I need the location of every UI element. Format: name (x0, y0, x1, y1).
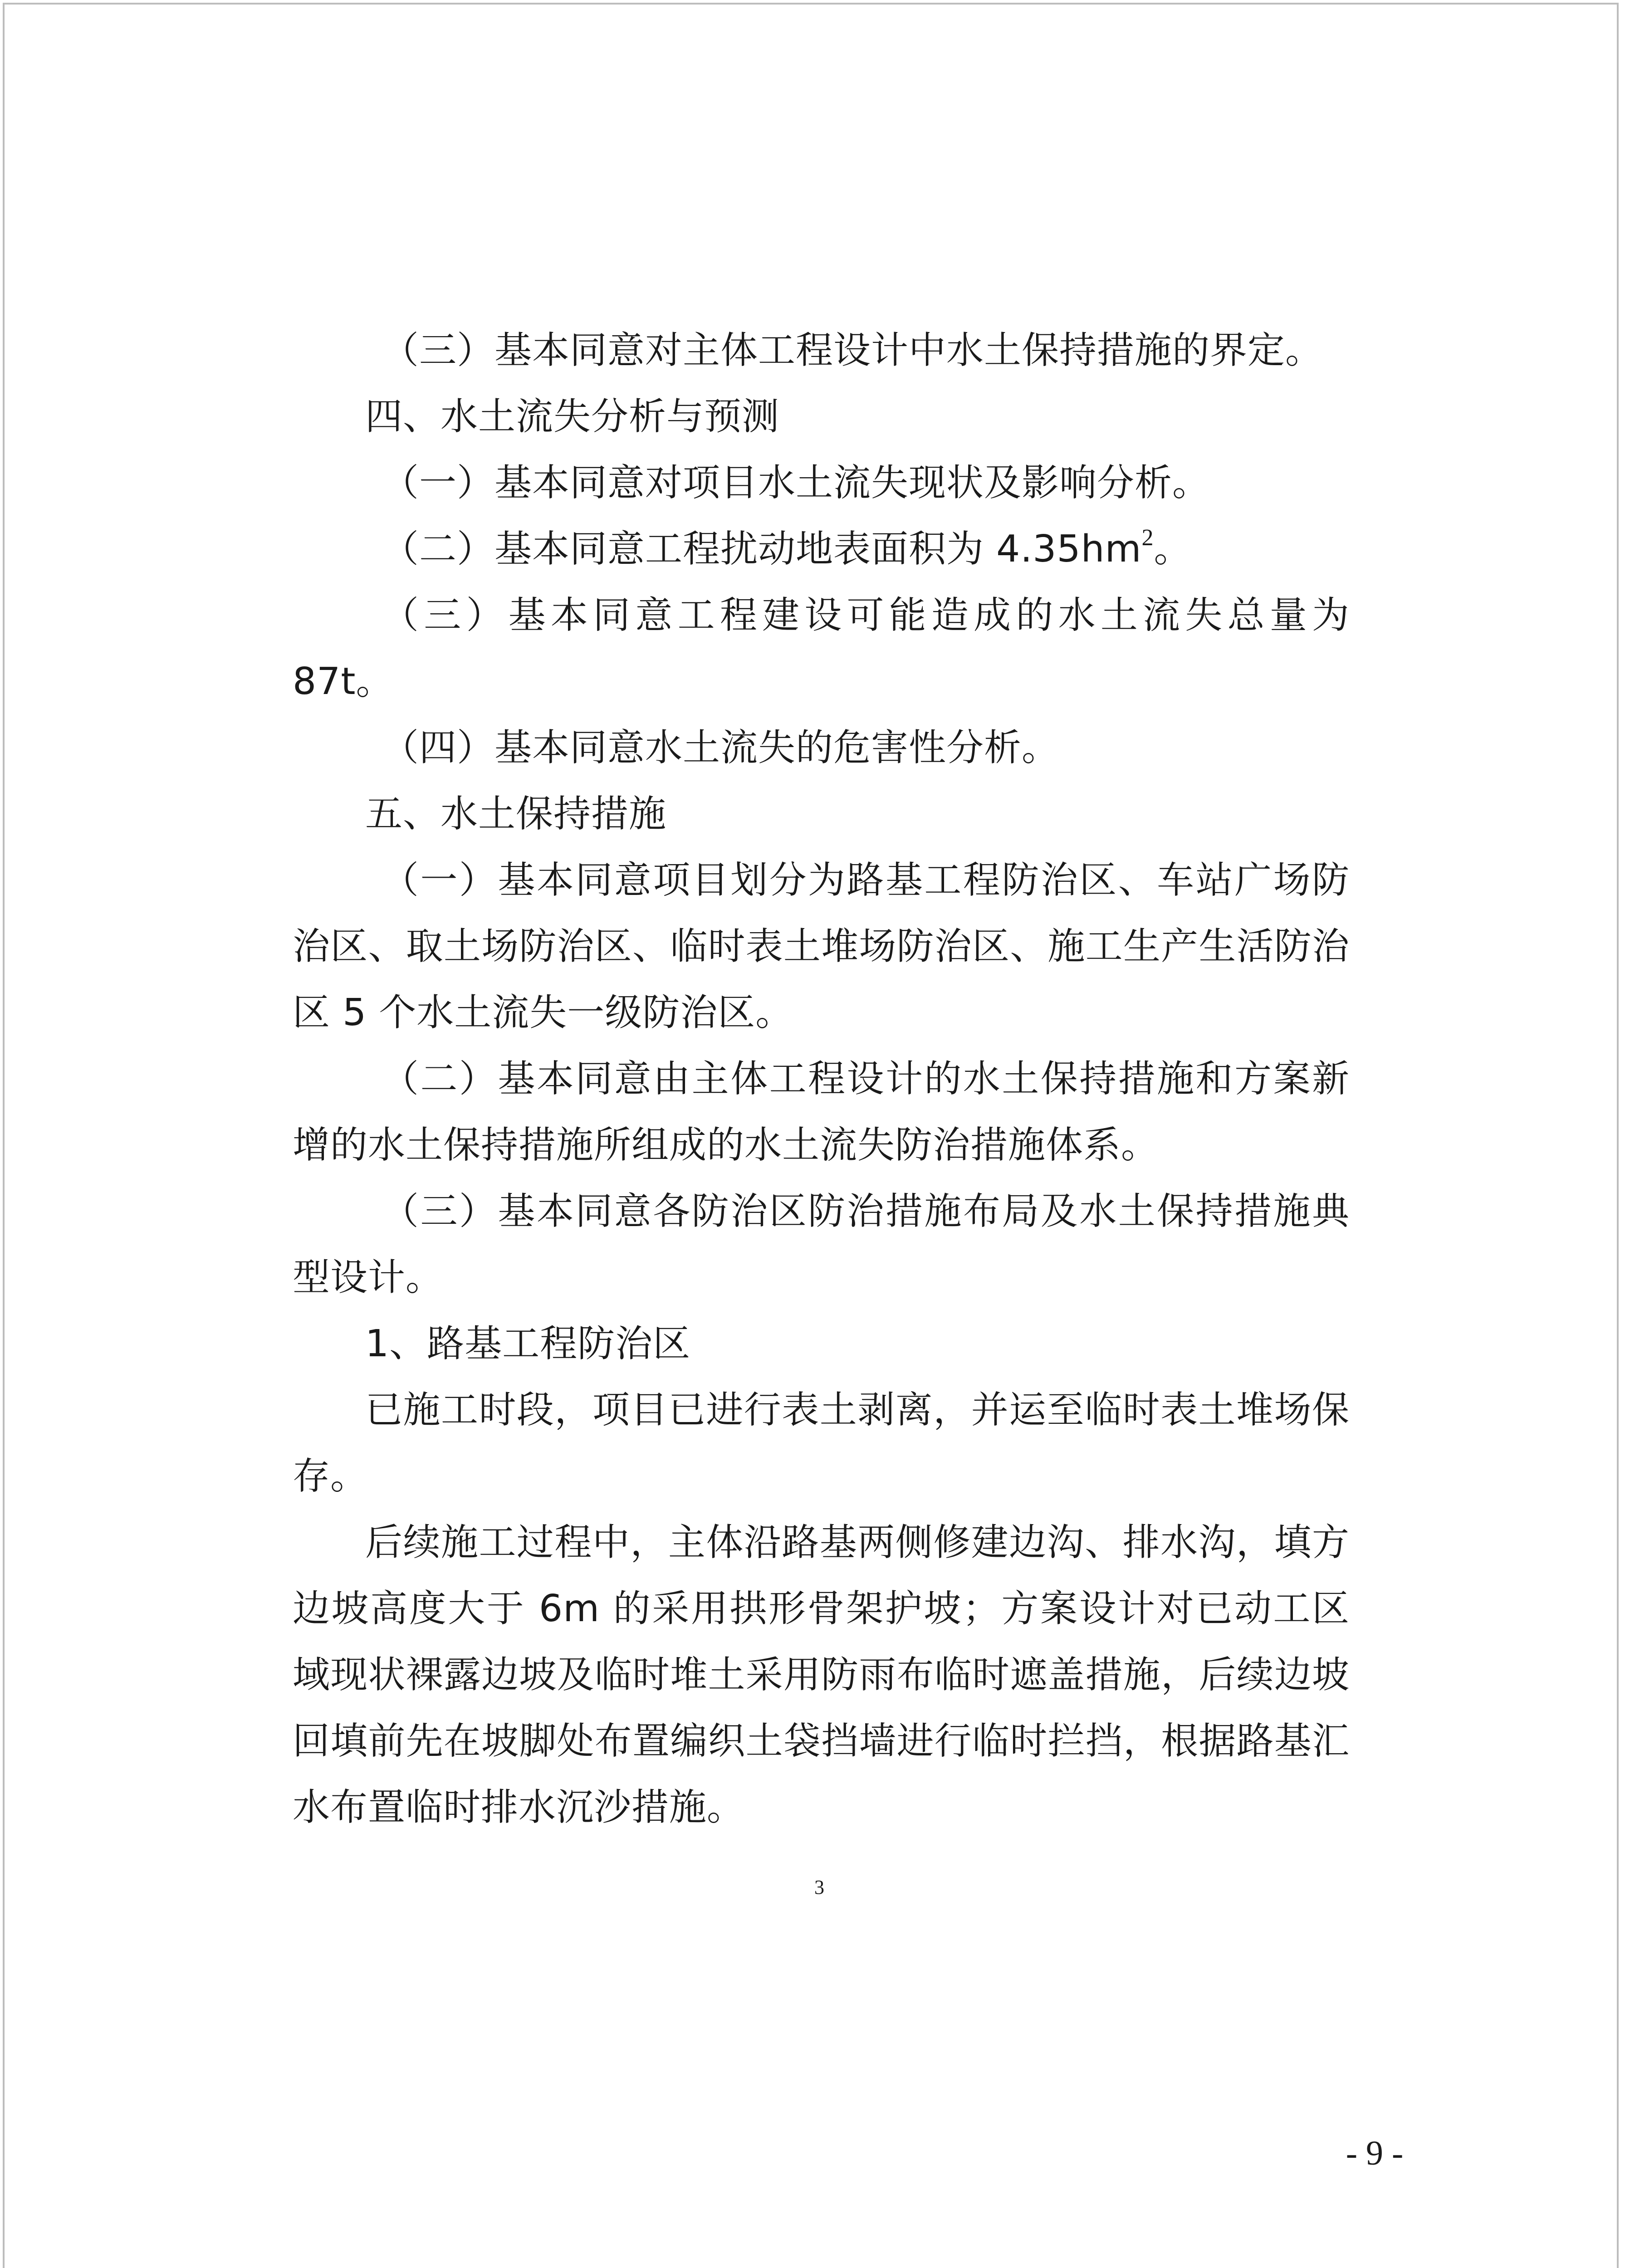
paragraph-text-tail: 。 (1154, 528, 1192, 571)
paragraph-text: （四）基本同意水土流失的危害性分析。 (382, 726, 1060, 769)
paragraph (293, 781, 1350, 847)
paragraph-text: （三）基本同意各防治区防治措施布局及水土保持措施典型设计。 (293, 1190, 1350, 1299)
paragraph (293, 1178, 1350, 1311)
paragraph-text: （二）基本同意由主体工程设计的水土保持措施和方案新增的水土保持措施所组成的水土流失防治措施体系。 (293, 1057, 1350, 1167)
paragraph-text: （二）基本同意工程扰动地表面积为 4.35hm (382, 528, 1142, 571)
paragraph-text: 四、水土流失分析与预测 (365, 395, 780, 438)
paragraph (293, 1046, 1350, 1178)
paragraph (293, 1311, 1350, 1377)
inner-page-number: 3 (814, 1876, 824, 1898)
paragraph-text: 1、路基工程防治区 (365, 1322, 691, 1365)
paragraph-text: （一）基本同意项目划分为路基工程防治区、车站广场防治区、取土场防治区、临时表土堆场防治区、施工生产生活防治区 5 个水土流失一级防治区。 (293, 859, 1350, 1034)
paragraph-text: （三）基本同意对主体工程设计中水土保持措施的界定。 (382, 329, 1323, 372)
paragraph (293, 384, 1350, 450)
paragraph-text: （三）基本同意工程建设可能造成的水土流失总量为 87t。 (293, 594, 1350, 703)
paragraph-text: 后续施工过程中，主体沿路基两侧修建边沟、排水沟，填方边坡高度大于 6m 的采用拱形骨架护坡；方案设计对已动工区域现状裸露边坡及临时堆土采用防雨布临时遮盖措施，后续边坡回填前先在坡脚处布置编织土袋挡墙进行临时拦挡，根据路基汇水布置临时排水沉沙措施。 (293, 1521, 1350, 1829)
paragraph-text: 已施工时段，项目已进行表土剥离，并运至临时表土堆场保存。 (293, 1388, 1350, 1498)
paragraph (293, 318, 1350, 384)
paragraph (293, 847, 1350, 1046)
paragraph (293, 715, 1350, 781)
paragraph-text: （一）基本同意对项目水土流失现状及影响分析。 (382, 461, 1210, 504)
paragraph (293, 1377, 1350, 1510)
paragraph (293, 516, 1350, 582)
paragraph (293, 582, 1350, 715)
paragraph-text: 五、水土保持措施 (365, 792, 667, 836)
document-body (293, 318, 1350, 1841)
superscript: 2 (1141, 525, 1154, 551)
paragraph (293, 450, 1350, 516)
outer-page-number: - 9 - (1346, 2134, 1404, 2172)
paragraph (293, 1510, 1350, 1841)
